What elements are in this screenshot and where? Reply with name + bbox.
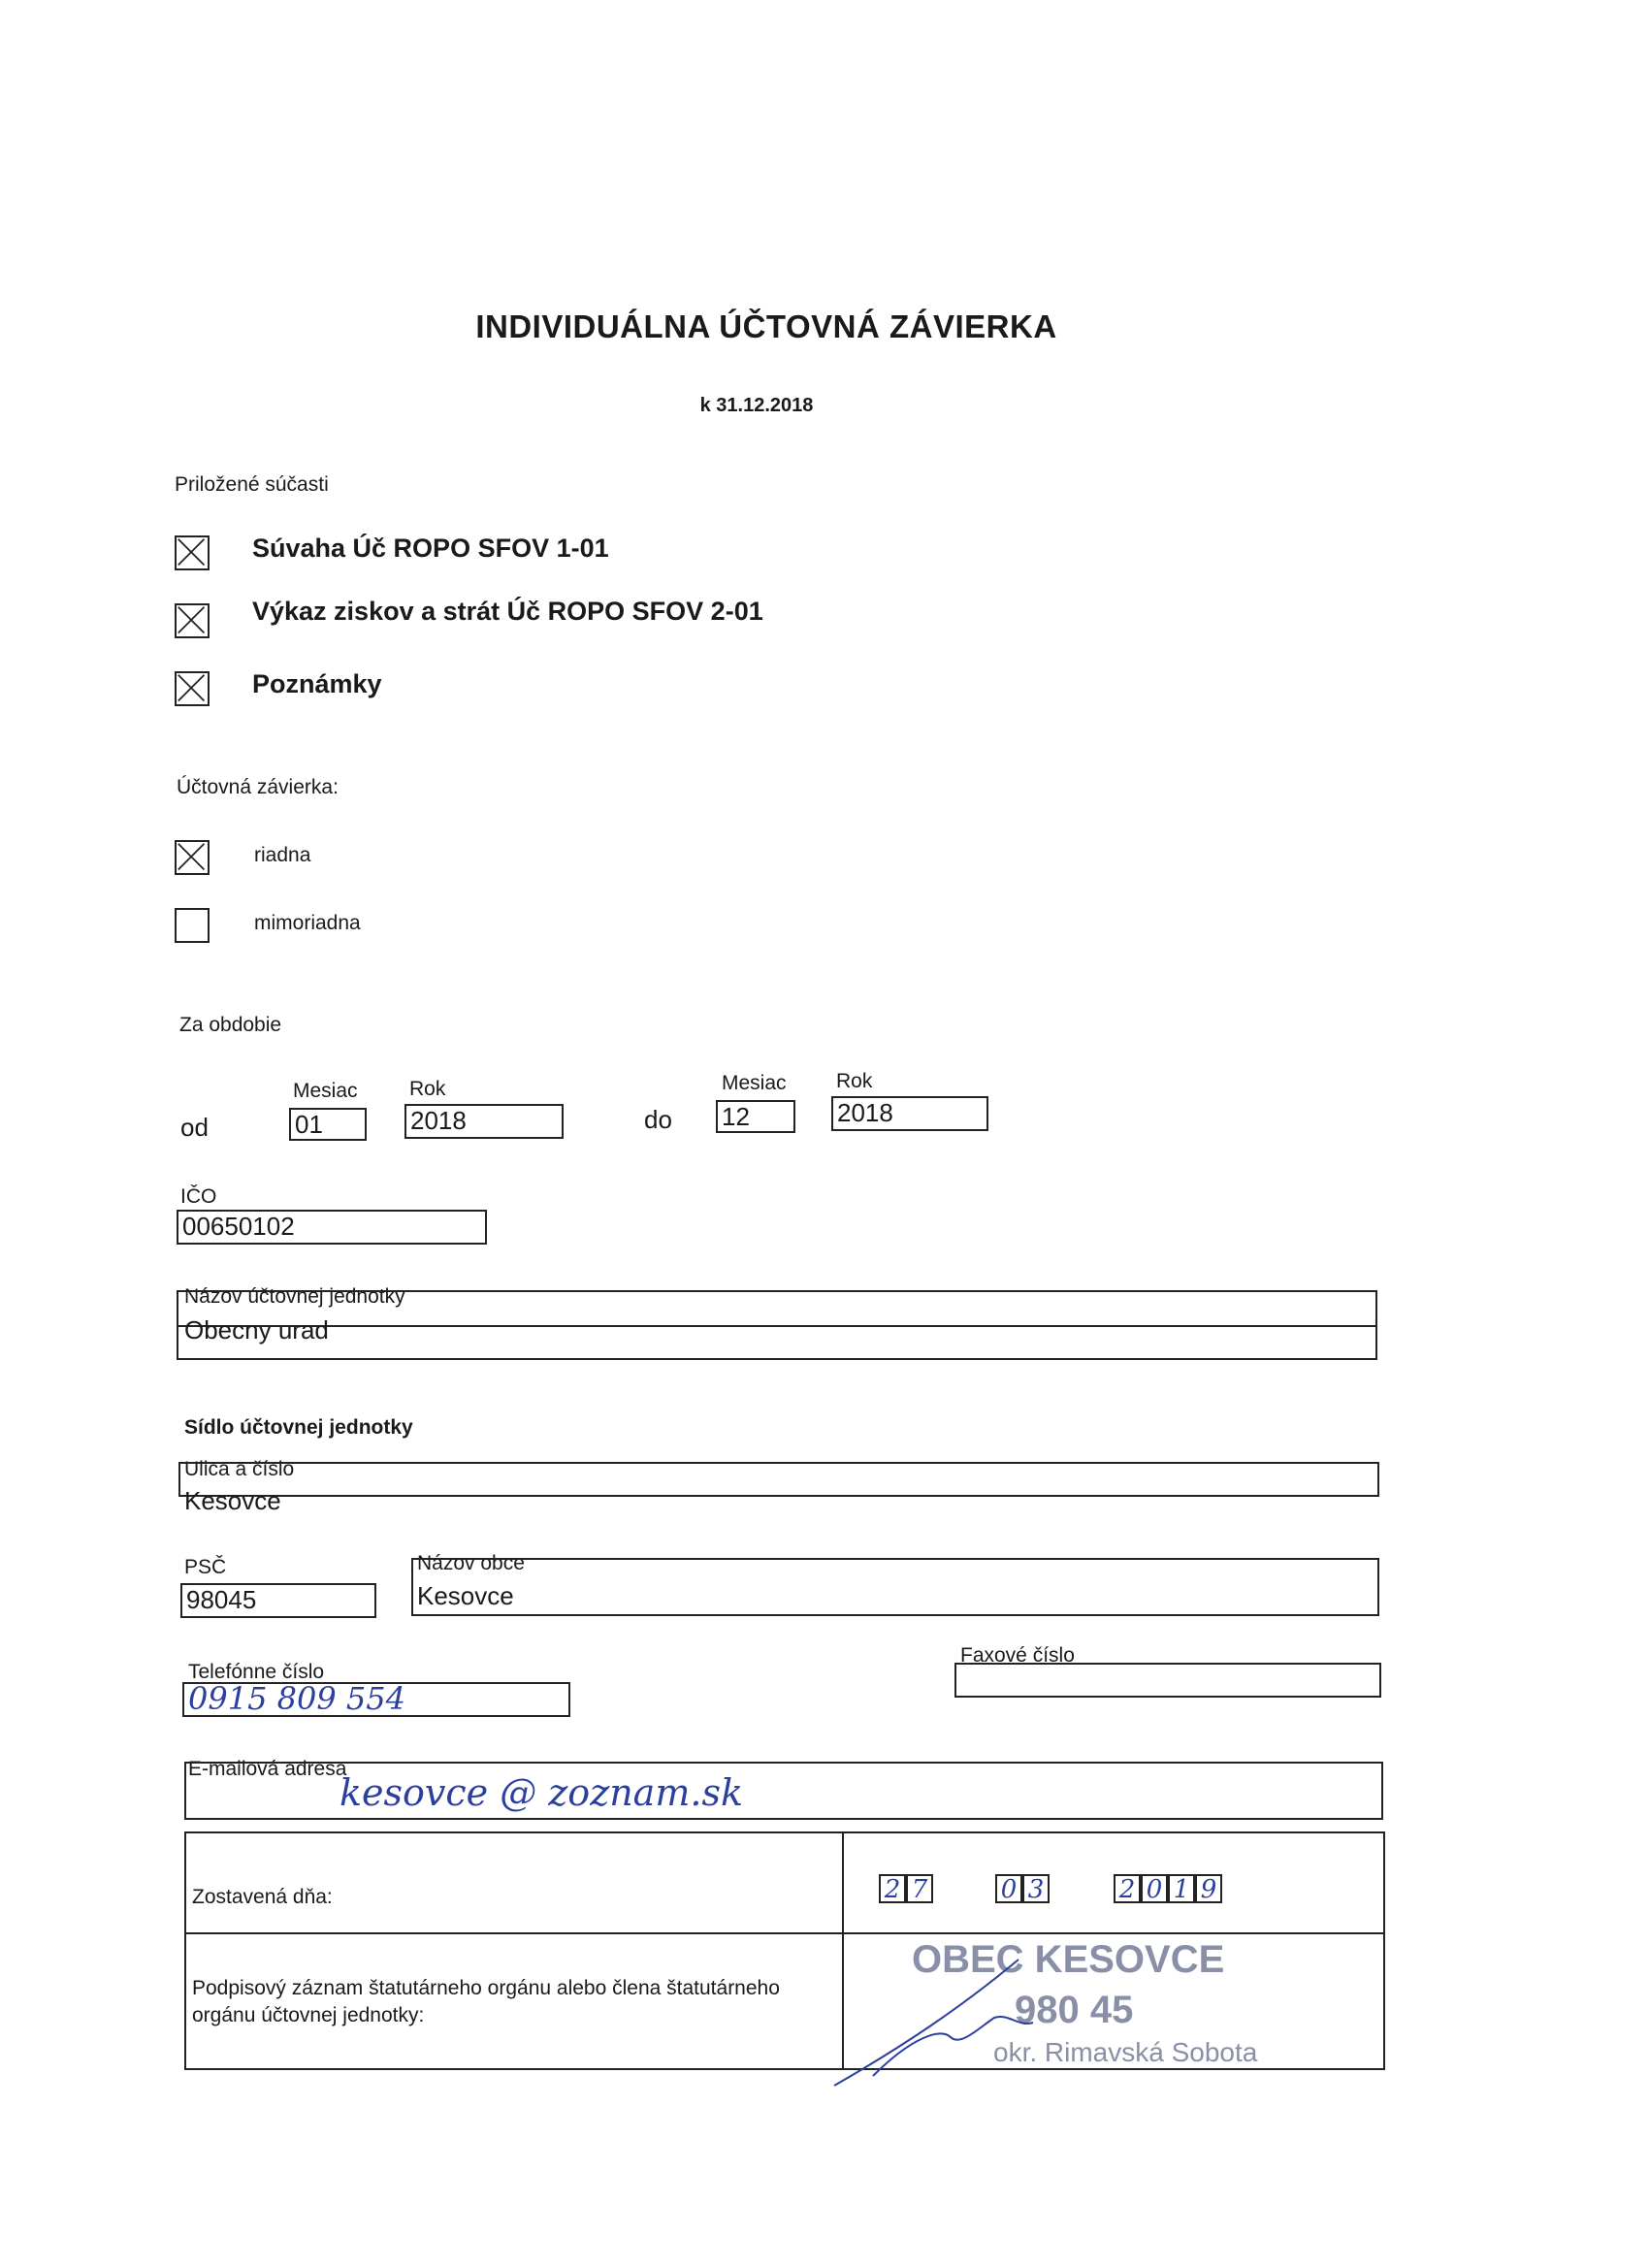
signature-scribble — [824, 1930, 1232, 2095]
stamp-name: OBEC KESOVCE — [912, 1938, 1225, 1981]
unit-name-line1[interactable]: Obecny urad — [184, 1315, 329, 1345]
checkbox-regular[interactable] — [175, 840, 210, 875]
seat-label: Sídlo účtovnej jednotky — [184, 1416, 413, 1439]
fax-field[interactable] — [954, 1663, 1381, 1698]
stamp-postcode: 980 45 — [1015, 1989, 1134, 2031]
checkbox-balance-sheet[interactable] — [175, 535, 210, 570]
city-value: Kesovce — [417, 1581, 514, 1610]
to-year-label: Rok — [836, 1070, 873, 1092]
component-label-balance-sheet: Súvaha Úč ROPO SFOV 1-01 — [252, 534, 609, 563]
period-label: Za obdobie — [179, 1014, 282, 1036]
phone-label: Telefónne číslo — [188, 1661, 325, 1683]
to-year-field[interactable]: 2018 — [831, 1096, 988, 1131]
psc-field[interactable]: 98045 — [180, 1583, 376, 1618]
closing-option-extraordinary: mimoriadna — [254, 912, 361, 934]
components-label: Priložené súčasti — [175, 473, 329, 496]
date-month-digit[interactable]: 3 — [1022, 1874, 1050, 1903]
email-label: E-mailová adresa — [188, 1758, 347, 1780]
ico-label: IČO — [180, 1185, 217, 1208]
street-value: Kesovce — [184, 1486, 281, 1515]
fax-label: Faxové číslo — [960, 1644, 1075, 1667]
date-day-digit[interactable]: 2 — [879, 1874, 906, 1903]
stamp-district: okr. Rimavská Sobota — [993, 2037, 1258, 2067]
ico-field[interactable]: 00650102 — [177, 1210, 487, 1245]
phone-field[interactable]: 0915 809 554 — [182, 1682, 570, 1717]
city-label: Názov obce — [417, 1552, 525, 1574]
check-mark-icon — [177, 537, 208, 568]
closing-option-regular: riadna — [254, 844, 311, 866]
checkbox-extraordinary[interactable] — [175, 908, 210, 943]
from-month-label: Mesiac — [293, 1080, 358, 1102]
to-month-label: Mesiac — [722, 1072, 787, 1094]
component-label-notes: Poznámky — [252, 669, 382, 698]
from-month-field[interactable]: 01 — [289, 1108, 367, 1141]
to-label: do — [644, 1105, 672, 1134]
document-date: k 31.12.2018 — [699, 395, 814, 416]
unit-name-box — [177, 1290, 1377, 1360]
date-day-digit[interactable]: 7 — [906, 1874, 933, 1903]
date-year-digit[interactable]: 0 — [1141, 1874, 1168, 1903]
date-year-digit[interactable]: 2 — [1114, 1874, 1141, 1903]
date-year-digit[interactable]: 1 — [1168, 1874, 1195, 1903]
from-label: od — [180, 1113, 209, 1142]
signature-label: Podpisový záznam štatutárneho orgánu alebo člena štatutárneho orgánu účtovnej jednotky: — [192, 1977, 780, 2026]
from-year-field[interactable]: 2018 — [404, 1104, 564, 1139]
compiled-label: Zostavená dňa: — [192, 1886, 333, 1908]
closing-type-label: Účtovná závierka: — [177, 776, 339, 798]
street-label: Ulica a číslo — [184, 1458, 295, 1480]
psc-label: PSČ — [184, 1556, 227, 1578]
check-mark-icon — [177, 673, 208, 704]
unit-name-label: Názov účtovnej jednotky — [184, 1285, 405, 1308]
checkbox-income-statement[interactable] — [175, 603, 210, 638]
document-title: INDIVIDUÁLNA ÚČTOVNÁ ZÁVIERKA — [475, 308, 1057, 344]
date-year-digit[interactable]: 9 — [1195, 1874, 1222, 1903]
checkbox-notes[interactable] — [175, 671, 210, 706]
email-value: kesovce @ zoznam.sk — [340, 1771, 743, 1814]
check-mark-icon — [177, 842, 208, 873]
component-label-income-statement: Výkaz ziskov a strát Úč ROPO SFOV 2-01 — [252, 597, 763, 626]
date-month-digit[interactable]: 0 — [995, 1874, 1022, 1903]
from-year-label: Rok — [409, 1078, 446, 1100]
check-mark-icon — [177, 605, 208, 636]
city-field[interactable] — [411, 1558, 1379, 1616]
street-field[interactable] — [178, 1462, 1379, 1497]
to-month-field[interactable]: 12 — [716, 1100, 795, 1133]
